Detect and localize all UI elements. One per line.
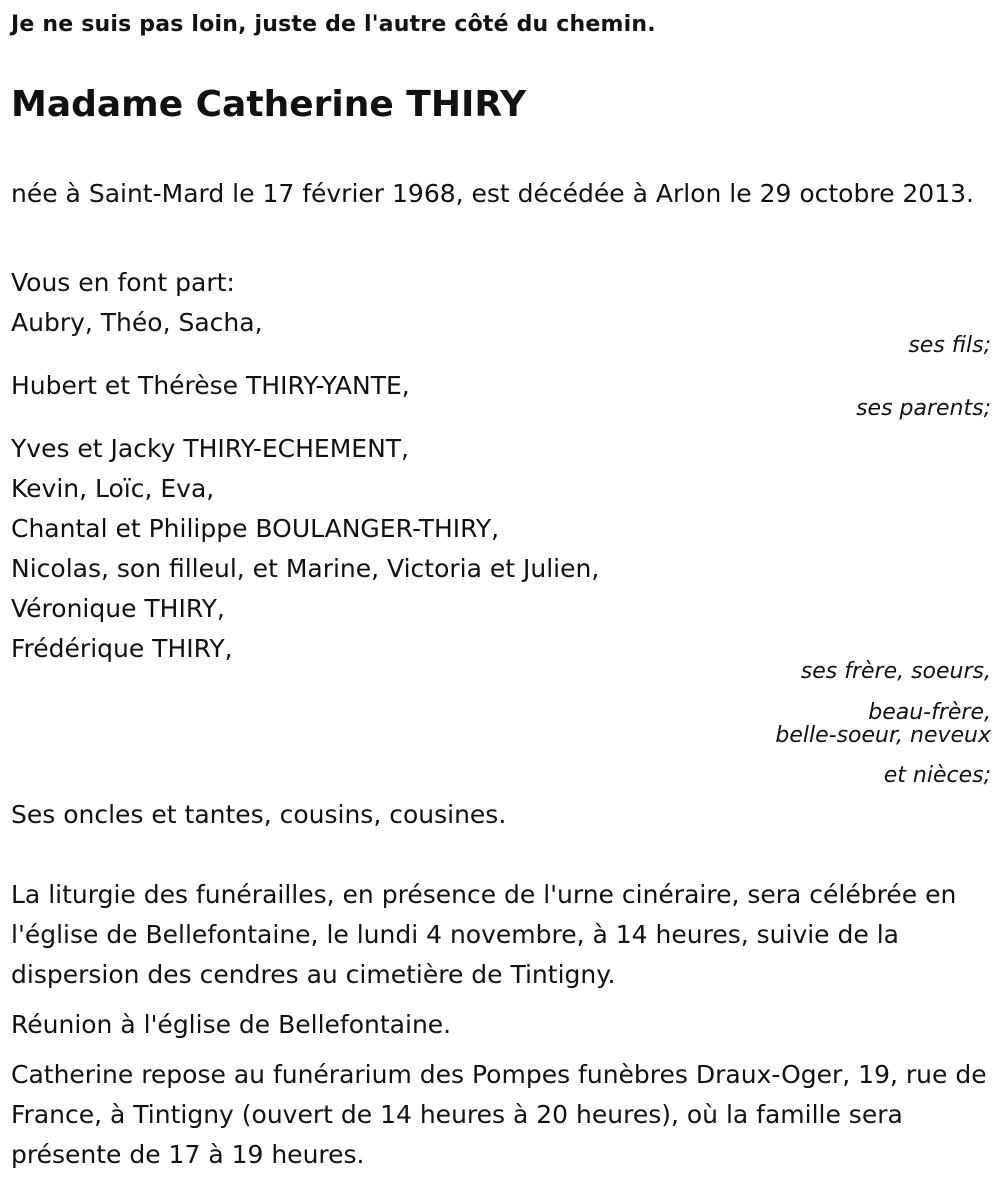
role-parents: ses parents; bbox=[856, 396, 991, 421]
announce-intro: Vous en font part: bbox=[11, 268, 235, 297]
family-extended: Ses oncles et tantes, cousins, cousines. bbox=[11, 800, 507, 829]
family-sibling-line: Chantal et Philippe BOULANGER-THIRY, bbox=[11, 514, 500, 543]
deceased-name: Madame Catherine THIRY bbox=[11, 84, 527, 125]
birth-death-statement: née à Saint-Mard le 17 février 1968, est décédée à Arlon le 29 octobre 2013. bbox=[11, 179, 974, 208]
role-siblings-2: beau-frère, bbox=[868, 700, 991, 725]
family-sibling-line: Kevin, Loïc, Eva, bbox=[11, 474, 215, 503]
role-siblings-3: belle-soeur, neveux bbox=[775, 723, 991, 748]
family-sibling-line: Nicolas, son filleul, et Marine, Victoria et Julien, bbox=[11, 554, 600, 583]
family-parents: Hubert et Thérèse THIRY-YANTE, bbox=[11, 371, 410, 400]
role-siblings-1: ses frère, soeurs, bbox=[800, 659, 991, 684]
role-siblings-4: et nièces; bbox=[883, 763, 991, 788]
family-sons: Aubry, Théo, Sacha, bbox=[11, 308, 263, 337]
family-sibling-line: Véronique THIRY, bbox=[11, 594, 225, 623]
funeral-visitation: Catherine repose au funérarium des Pompes funèbres Draux-Oger, 19, rue de France, à Tintigny (ouvert de 14 heures à 20 heures), où la famille sera présente de 17 à 19 heures. bbox=[11, 1060, 987, 1169]
role-sons: ses fils; bbox=[908, 333, 991, 358]
funeral-liturgy: La liturgie des funérailles, en présence de l'urne cinéraire, sera célébrée en l'église de Bellefontaine, le lundi 4 novembre, à 14 heures, suivie de la dispersion des cendres au cimetière de Tintigny. bbox=[11, 880, 957, 989]
epigraph-quote: Je ne suis pas loin, juste de l'autre côté du chemin. bbox=[11, 12, 656, 37]
family-sibling-line: Frédérique THIRY, bbox=[11, 634, 233, 663]
family-sibling-line: Yves et Jacky THIRY-ECHEMENT, bbox=[11, 434, 409, 463]
funeral-meeting: Réunion à l'église de Bellefontaine. bbox=[11, 1010, 452, 1039]
